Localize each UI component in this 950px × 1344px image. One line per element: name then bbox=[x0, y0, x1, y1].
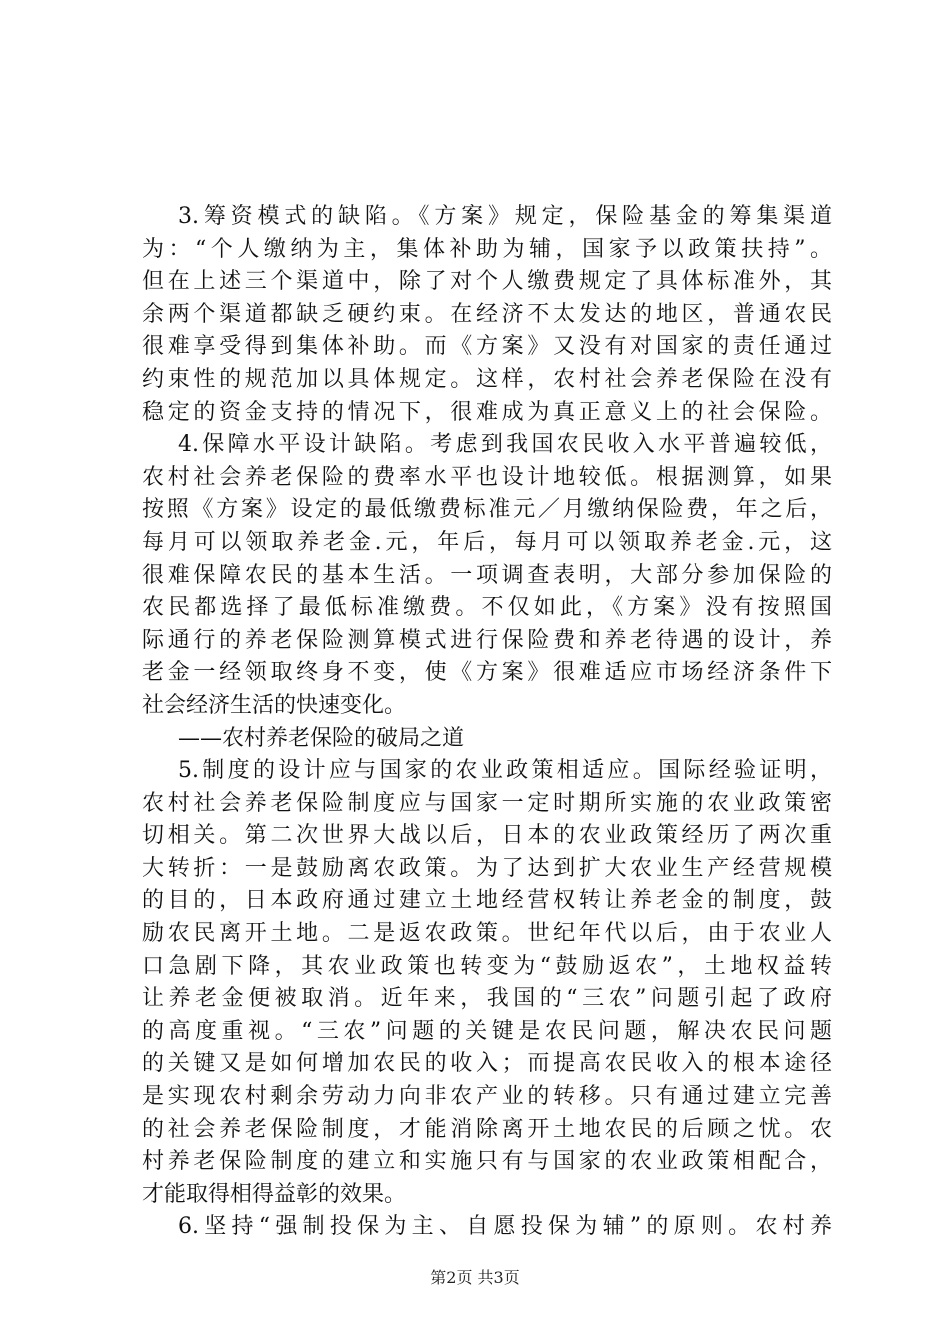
text-line: 的关键又是如何增加农民的收入；而提高农民收入的根本途径 bbox=[142, 1051, 832, 1077]
text-line: ——农村养老保险的破局之道 bbox=[178, 725, 465, 751]
text-line: 村养老保险制度的建立和实施只有与国家的农业政策相配合， bbox=[142, 1149, 832, 1175]
text-line: 按照《方案》设定的最低缴费标准元／月缴纳保险费，年之后， bbox=[142, 497, 832, 523]
text-line: 的社会养老保险制度，才能消除离开土地农民的后顾之忧。农 bbox=[142, 1116, 832, 1142]
text-line: 农民都选择了最低标准缴费。不仅如此，《方案》没有按照国 bbox=[142, 595, 832, 621]
text-line: 3.筹资模式的缺陷。《方案》规定，保险基金的筹集渠道 bbox=[178, 204, 832, 229]
text-line: 才能取得相得益彰的效果。 bbox=[142, 1181, 407, 1207]
text-line: 很难享受得到集体补助。而《方案》又没有对国家的责任通过 bbox=[142, 334, 832, 360]
text-line: 是实现农村剩余劳动力向非农产业的转移。只有通过建立完善 bbox=[142, 1084, 832, 1110]
text-line: 约束性的规范加以具体规定。这样，农村社会养老保险在没有 bbox=[142, 366, 832, 392]
text-line: 稳定的资金支持的情况下，很难成为真正意义上的社会保险。 bbox=[142, 399, 832, 425]
text-line: 农村社会养老保险的费率水平也设计地较低。根据测算，如果 bbox=[142, 464, 832, 490]
text-line: 农村社会养老保险制度应与国家一定时期所实施的农业政策密 bbox=[142, 790, 832, 816]
text-line: 的目的，日本政府通过建立土地经营权转让养老金的制度，鼓 bbox=[142, 888, 832, 914]
page-footer: 第2页 共3页 bbox=[430, 1268, 520, 1287]
text-line: 但在上述三个渠道中，除了对个人缴费规定了具体标准外，其 bbox=[142, 269, 832, 295]
text-line: 5.制度的设计应与国家的农业政策相适应。国际经验证明， bbox=[178, 758, 832, 784]
text-line: 余两个渠道都缺乏硬约束。在经济不太发达的地区，普通农民 bbox=[142, 301, 832, 327]
text-line: 励农民离开土地。二是返农政策。世纪年代以后，由于农业人 bbox=[142, 921, 832, 947]
text-line: 社会经济生活的快速变化。 bbox=[142, 692, 407, 718]
text-line: 大转折：一是鼓励离农政策。为了达到扩大农业生产经营规模 bbox=[142, 855, 832, 881]
text-line: 口急剧下降，其农业政策也转变为“鼓励返农”，土地权益转 bbox=[142, 953, 832, 979]
text-line: 切相关。第二次世界大战以后，日本的农业政策经历了两次重 bbox=[142, 823, 832, 849]
text-line: 很难保障农民的基本生活。一项调查表明，大部分参加保险的 bbox=[142, 562, 832, 588]
text-line: 4.保障水平设计缺陷。考虑到我国农民收入水平普遍较低， bbox=[178, 432, 832, 458]
text-line: 每月可以领取养老金.元，年后，每月可以领取养老金.元，这 bbox=[142, 529, 832, 555]
text-line: 的高度重视。“三农”问题的关键是农民问题，解决农民问题 bbox=[142, 1018, 832, 1044]
text-line: 为：“个人缴纳为主，集体补助为辅，国家予以政策扶持”。 bbox=[142, 236, 832, 262]
text-line: 让养老金便被取消。近年来，我国的“三农”问题引起了政府 bbox=[142, 986, 832, 1012]
text-line: 老金一经领取终身不变，使《方案》很难适应市场经济条件下 bbox=[142, 660, 832, 686]
text-line: 际通行的养老保险测算模式进行保险费和养老待遇的设计，养 bbox=[142, 627, 832, 653]
text-line: 6.坚持“强制投保为主、自愿投保为辅”的原则。农村养 bbox=[178, 1214, 832, 1240]
document-body bbox=[142, 201, 832, 1244]
